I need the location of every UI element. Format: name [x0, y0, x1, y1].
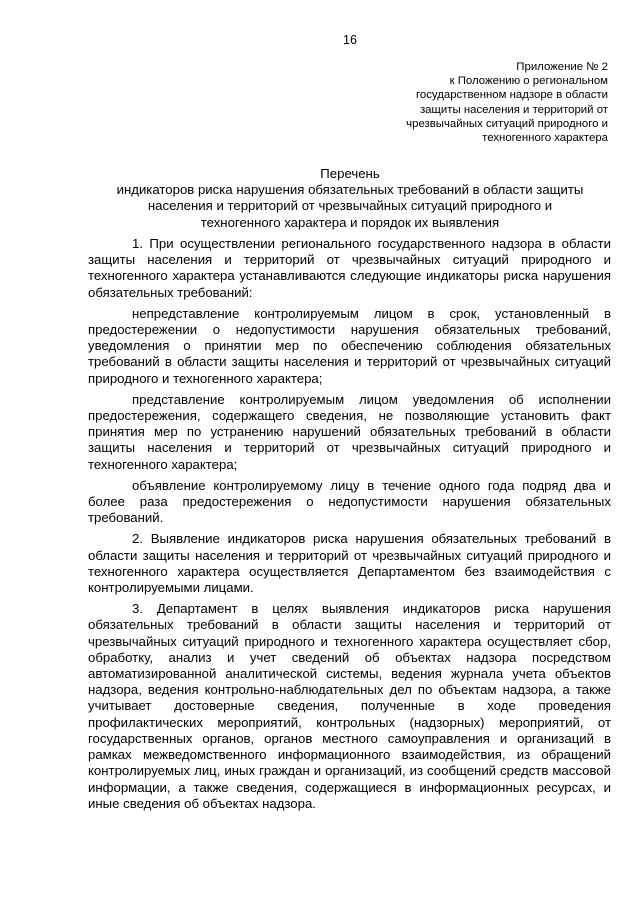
- document-subtitle-line: индикаторов риска нарушения обязательных требований в области защиты: [116, 182, 584, 198]
- appendix-header: [348, 60, 608, 145]
- document-body: [88, 236, 611, 817]
- appendix-line: Приложение № 2: [516, 61, 608, 73]
- paragraph-item-2: 2. Выявление индикаторов риска нарушения обязательных требований в области защиты населения и территорий от чрезвычайных ситуаций природного и техногенного характера осуществляется Департаментом без взаимодействия с контролируемыми лицами.: [88, 531, 611, 596]
- appendix-line: техногенного характера: [482, 132, 608, 145]
- paragraph-indicator-3: объявление контролируемому лицу в течение одного года подряд два и более раза предостережения о недопустимости нарушения обязательных требований.: [88, 477, 611, 526]
- paragraph-item-1-intro: 1. При осуществлении регионального государственного надзора в области защиты населения и территорий от чрезвычайных ситуаций природного и техногенного характера устанавливаются следующие индикаторы риска нарушения обязательных требований:: [88, 236, 611, 300]
- page-number: 16: [343, 33, 357, 47]
- appendix-line: к Положению о региональном: [449, 75, 608, 88]
- appendix-line: чрезвычайных ситуаций природного и: [406, 117, 608, 130]
- paragraph-item-3: 3. Департамент в целях выявления индикаторов риска нарушения обязательных требований в области защиты населения и территорий от чрезвычайных ситуаций природного и техногенного характера осуществляет сбор, обработку, анализ и учет сведений об объектах надзора посредством автоматизированной аналитической системы, ведения журнала учета объектов надзора, ведения контрольно-наблюдательных дел по объектам надзора, а также учитывает достоверные сведения, полученные в ходе проведения профилактических мероприятий, контрольных (надзорных) мероприятий, от государственных органов, органов местного самоуправления и организаций в рамках межведомственного информационного взаимодействия, из обращений контролируемых лиц, иных граждан и организаций, из сообщений средств массовой информации, а также сведения, содержащиеся в информационных ресурсах, и иные сведения об объектах надзора.: [88, 601, 611, 811]
- appendix-line: государственном надзоре в области: [415, 89, 608, 102]
- document-subtitle-line: населения и территорий от чрезвычайных ситуаций природного и: [147, 198, 553, 214]
- paragraph-indicator-2: представление контролируемым лицом уведомления об исполнении предостережения, содержащего сведения, не позволяющие установить факт принятия мер по устранению нарушений обязательных требований в области защиты населения и территорий от чрезвычайных ситуаций природного и техногенного характера;: [88, 391, 611, 472]
- paragraph-indicator-1: непредставление контролируемым лицом в срок, установленный в предостережении о недопустимости нарушения обязательных требований, уведомления о принятии мер по обеспечению соблюдения обязательных требований в области защиты населения и территорий от чрезвычайных ситуаций природного и техногенного характера;: [88, 305, 611, 386]
- document-heading: [88, 166, 612, 231]
- document-title: Перечень: [320, 166, 380, 181]
- appendix-line: защиты населения и территорий от: [419, 103, 608, 116]
- document-subtitle-line: техногенного характера и порядок их выявления: [200, 214, 500, 230]
